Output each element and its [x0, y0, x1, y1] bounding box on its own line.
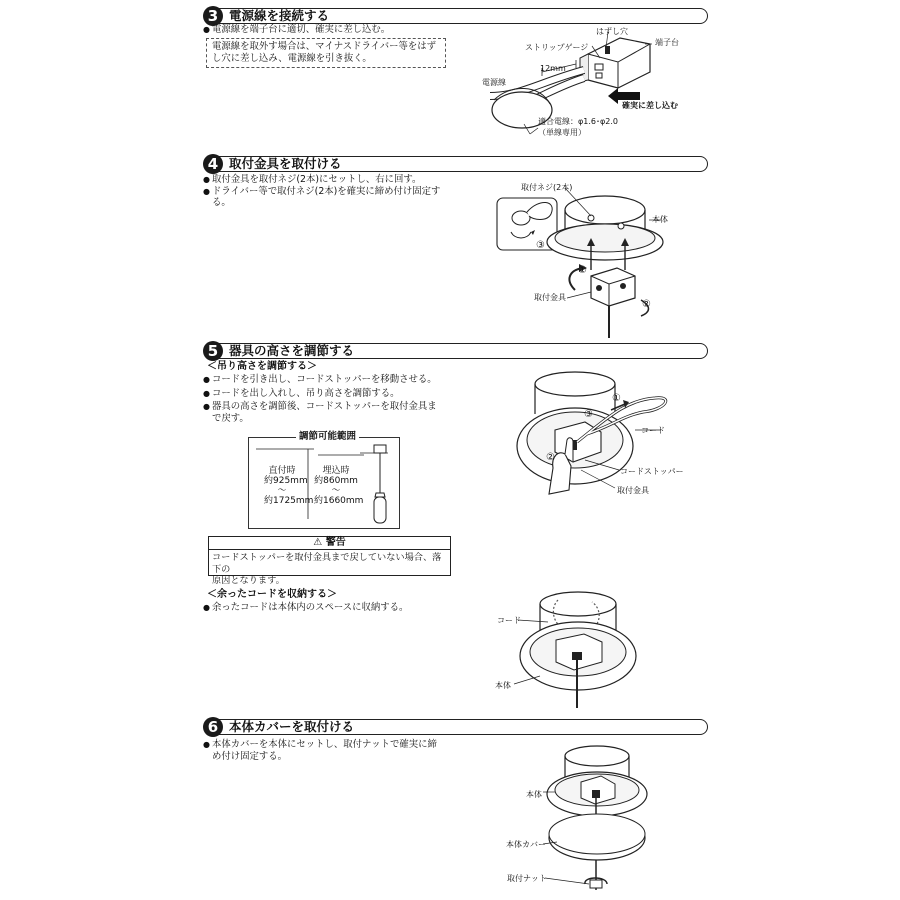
warning-text-2: 原因となります。 — [212, 575, 285, 586]
section-5-header — [203, 341, 708, 361]
step-number: 3 — [203, 6, 223, 26]
label-body-2: 本体 — [495, 681, 511, 690]
warning-title: 警告 — [325, 537, 346, 548]
range-title: 調節可能範囲 — [296, 431, 359, 442]
s3-bullet: ● 電源線を端子台に適切、確実に差し込む。 — [203, 24, 390, 36]
warning-body — [209, 550, 450, 589]
label-screw: 取付ネジ(2本) — [521, 183, 573, 192]
label-body-6: 本体 — [526, 790, 542, 799]
s6-bullet-1-cont: め付け固定する。 — [212, 750, 288, 762]
section-4 — [203, 154, 708, 174]
range-direct-max: 約1725mm — [264, 496, 314, 506]
label-bracket: 取付金具 — [534, 293, 566, 302]
s6-bullet-1: ● 本体カバーを本体にセットし、取付ナットで確実に締 — [203, 739, 437, 751]
range-embed — [314, 466, 364, 506]
s5-bullets — [203, 374, 437, 424]
s5-bullet-3: ● 器具の高さを調節後、コードストッパーを取付金具ま — [203, 401, 437, 413]
label-body: 本体 — [652, 215, 668, 224]
step-number: 5 — [203, 341, 223, 361]
s4-bullet-2-cont: る。 — [212, 197, 231, 208]
circle-3: ③ — [536, 240, 545, 251]
label-nut: 取付ナット — [507, 874, 547, 883]
cord-storage-illustration — [518, 590, 658, 710]
label-single-wire: （単線専用） — [538, 128, 586, 137]
section-5 — [203, 341, 708, 361]
section-6-header — [203, 717, 708, 737]
s5-bullet-2: ● コードを出し入れし、吊り高さを調節する。 — [203, 388, 437, 400]
s5-circle-1: ① — [612, 393, 621, 404]
step-number: 4 — [203, 154, 223, 174]
s3-note-line1: 電源線を取外す場合は、マイナスドライバー等をはず — [212, 41, 436, 52]
warning-box — [208, 536, 451, 586]
section-4-header — [203, 154, 708, 174]
s5-circle-2: ② — [546, 452, 555, 463]
label-insert: 確実に差し込む — [622, 101, 678, 110]
s3-note-line2: し穴に差し込み、電源線を引き抜く。 — [212, 53, 372, 64]
label-12mm: 12mm — [540, 64, 566, 73]
range-direct — [264, 466, 314, 506]
section-title: 器具の高さを調節する — [229, 343, 355, 358]
label-cord-2: コード — [497, 616, 521, 625]
s5-circle-3: ③ — [584, 409, 593, 420]
range-embed-max: 約1660mm — [314, 496, 364, 506]
label-gauge: 適合電線：φ1.6･φ2.0 — [538, 117, 618, 126]
warning-text-1: コードストッパーを取付金具まで戻していない場合、落下の — [212, 552, 442, 575]
label-strip-gauge: ストリップゲージ — [525, 43, 589, 52]
section-title: 電源線を接続する — [229, 8, 330, 23]
range-direct-tilde: ～ — [277, 486, 287, 496]
label-cover: 本体カバー — [506, 840, 546, 849]
label-wire: 電源線 — [482, 78, 506, 87]
s4-bullet-1: ● 取付金具を取付ネジ(2本)にセットし、右に回す。 — [203, 174, 440, 186]
circle-2: ② — [642, 299, 651, 310]
s5-bullet-storage: ● 余ったコードは本体内のスペースに収納する。 — [203, 602, 408, 614]
label-hole: はずし穴 — [596, 27, 628, 36]
s5-bullet-3-cont: で戻す。 — [212, 412, 249, 424]
s5-subheading-2: ＜余ったコードを収納する＞ — [207, 589, 337, 600]
label-terminal: 端子台 — [655, 38, 679, 47]
label-bracket-5: 取付金具 — [617, 486, 649, 495]
section-title: 取付金具を取付ける — [229, 156, 342, 171]
s4-bullet-2: ● ドライバー等で取付ネジ(2本)を確実に締め付け固定す — [203, 186, 440, 198]
section-3-header — [203, 6, 708, 26]
s5-bullet-1: ● コードを引き出し、コードストッパーを移動させる。 — [203, 374, 437, 386]
s3-note — [206, 38, 446, 68]
range-direct-title: 直付時 — [268, 466, 296, 476]
circle-1: ① — [578, 265, 587, 276]
range-embed-title: 埋込時 — [322, 466, 350, 476]
section-6 — [203, 717, 708, 737]
label-cord: コード — [641, 426, 665, 435]
step-number: 6 — [203, 717, 223, 737]
s4-bullets — [203, 174, 440, 209]
range-embed-tilde: ～ — [331, 486, 341, 496]
section-title: 本体カバーを取付ける — [229, 719, 355, 734]
warning-icon: ⚠ — [313, 537, 323, 548]
s5-subheading-1: ＜吊り高さを調節する＞ — [207, 361, 317, 372]
range-direct-min: 約925mm — [264, 476, 308, 486]
bracket-mount-illustration — [495, 180, 675, 340]
s6-bullets — [203, 739, 437, 762]
label-cord-stopper: コードストッパー — [620, 467, 684, 476]
cover-mount-illustration — [535, 744, 665, 894]
section-3 — [203, 6, 708, 26]
warning-header — [209, 537, 450, 550]
cord-stopper-illustration — [515, 370, 695, 500]
range-embed-min: 約860mm — [314, 476, 358, 486]
